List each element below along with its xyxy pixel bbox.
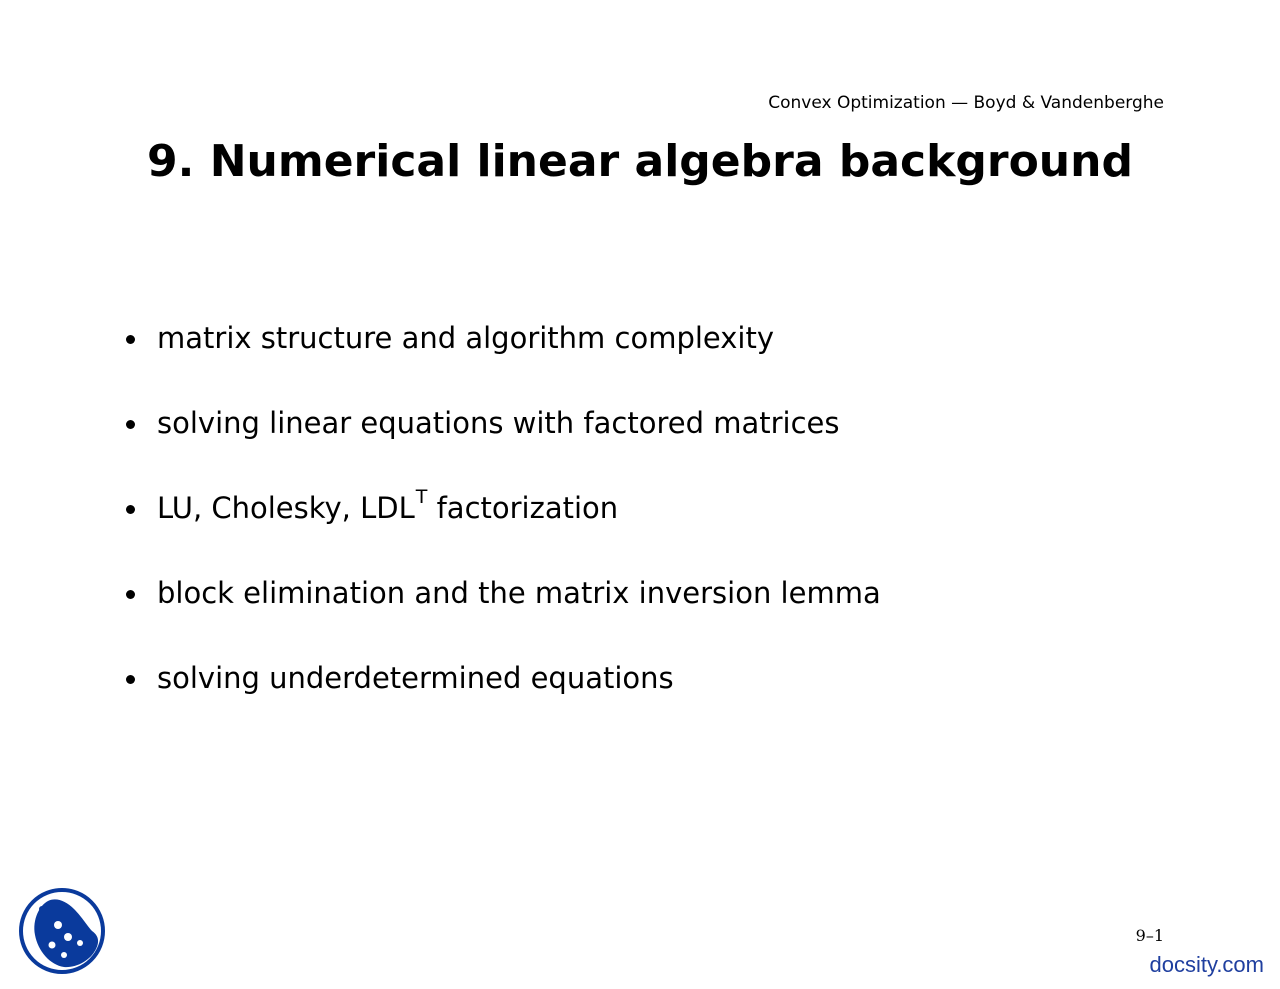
bullet-icon	[126, 505, 135, 514]
bullet-text: matrix structure and algorithm complexity	[157, 321, 775, 355]
list-item	[122, 488, 881, 573]
list-item	[122, 318, 881, 403]
university-logo-icon	[18, 887, 106, 975]
list-item	[122, 403, 881, 488]
page-number: 9–1	[1135, 926, 1164, 945]
bullet-icon	[126, 335, 135, 344]
list-item	[122, 573, 881, 658]
bullet-icon	[126, 675, 135, 684]
bullet-icon	[126, 590, 135, 599]
bullet-text	[157, 488, 618, 528]
bullet-text-before: LU, Cholesky, LDL	[157, 491, 415, 525]
slide-title: 9. Numerical linear algebra background	[147, 136, 1133, 187]
bullet-text-after: factorization	[427, 491, 619, 525]
bullet-list	[122, 318, 881, 743]
bullet-text: block elimination and the matrix inversion lemma	[157, 576, 881, 610]
bullet-icon	[126, 420, 135, 429]
header-credit: Convex Optimization — Boyd & Vandenberghe	[768, 93, 1164, 113]
transpose-superscript: T	[415, 486, 428, 509]
docsity-watermark-link[interactable]: docsity.com	[1149, 952, 1264, 977]
bullet-text: solving linear equations with factored matrices	[157, 406, 840, 440]
list-item	[122, 658, 881, 743]
bullet-text: solving underdetermined equations	[157, 661, 674, 695]
